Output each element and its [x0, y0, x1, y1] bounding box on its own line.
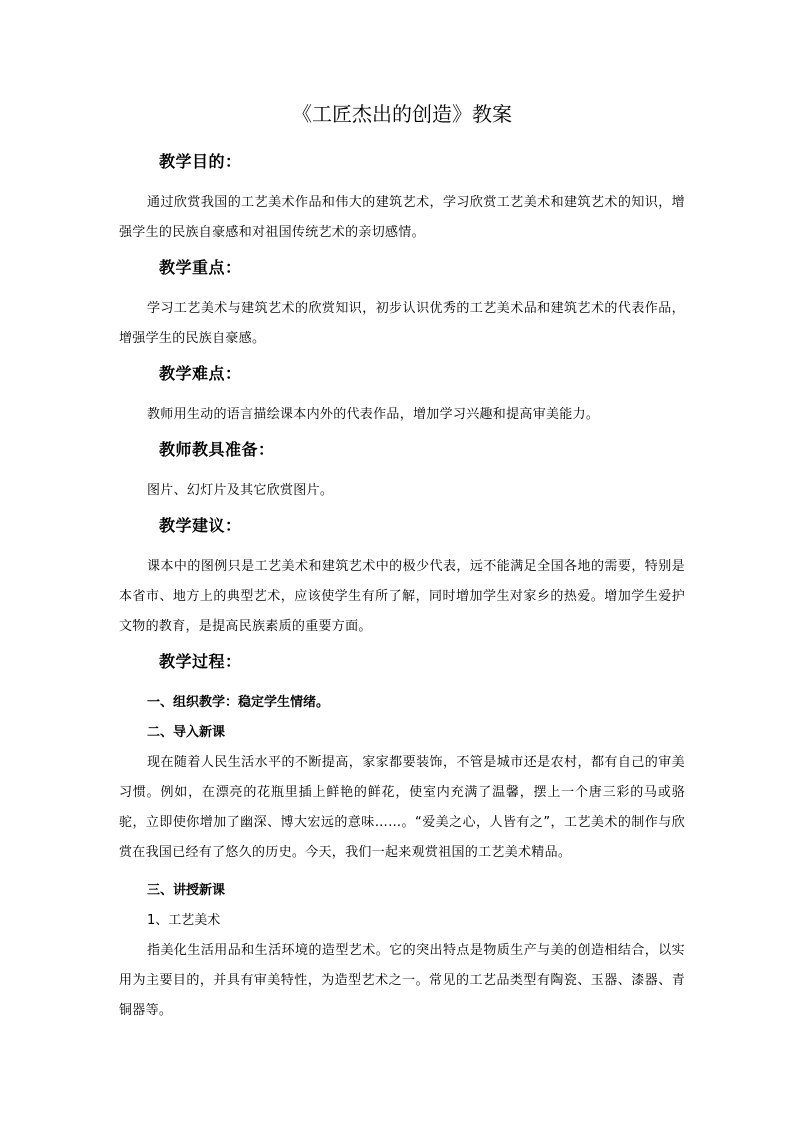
objectives-paragraph: 通过欣赏我国的工艺美术作品和伟大的建筑艺术，学习欣赏工艺美术和建筑艺术的知识，增强学生的民族自豪感和对祖国传统艺术的亲切感情。 [119, 195, 685, 240]
section-heading-materials: 教师教具准备： [159, 440, 275, 459]
crafts-paragraph: 指美化生活用品和生活环境的造型艺术。它的突出特点是物质生产与美的创造相结合，以实用为主要目的，并具有审美特性，为造型艺术之一。常见的工艺品类型有陶瓷、玉器、漆器、青铜器等。 [119, 943, 685, 1018]
section-heading-difficulties: 教学难点： [159, 364, 242, 383]
document-title: 《工匠杰出的创造》教案 [292, 102, 512, 126]
process-step-introduce: 二、导入新课 [147, 725, 226, 740]
process-step-organize: 一、组织教学：稳定学生情绪。 [147, 695, 330, 710]
document-body [119, 100, 685, 1034]
difficulties-paragraph: 教师用生动的语言描绘课本内外的代表作品，增加学习兴趣和提高审美能力。 [147, 407, 600, 422]
section-heading-objectives: 教学目的： [159, 152, 242, 171]
materials-paragraph: 图片、幻灯片及其它欣赏图片。 [147, 483, 334, 498]
section-heading-key-points: 教学重点： [159, 258, 242, 277]
key-points-paragraph: 学习工艺美术与建筑艺术的欣赏知识，初步认识优秀的工艺美术品和建筑艺术的代表作品，增强学生的民族自豪感。 [119, 301, 685, 346]
process-step-teach: 三、讲授新课 [147, 883, 226, 898]
suggestions-paragraph: 课本中的图例只是工艺美术和建筑艺术中的极少代表，远不能满足全国各地的需要，特别是本省市、地方上的典型艺术，应该使学生有所了解，同时增加学生对家乡的热爱。增加学生爱护文物的教育，是提高民族素质的重要方面。 [119, 559, 685, 634]
section-heading-suggestions: 教学建议： [159, 516, 242, 535]
section-heading-process: 教学过程： [159, 652, 242, 671]
teach-item-crafts: 1、工艺美术 [147, 913, 221, 928]
introduce-paragraph: 现在随着人民生活水平的不断提高，家家都要装饰，不管是城市还是农村，都有自己的审美习惯。例如，在漂亮的花瓶里插上鲜艳的鲜花，使室内充满了温馨，摆上一个唐三彩的马或骆驼，立即使你增加了幽深、博大宏远的意味……。“爱美之心，人皆有之”，工艺美术的制作与欣赏在我国已经有了悠久的历史。今天，我们一起来观赏祖国的工艺美术精品。 [119, 755, 685, 860]
